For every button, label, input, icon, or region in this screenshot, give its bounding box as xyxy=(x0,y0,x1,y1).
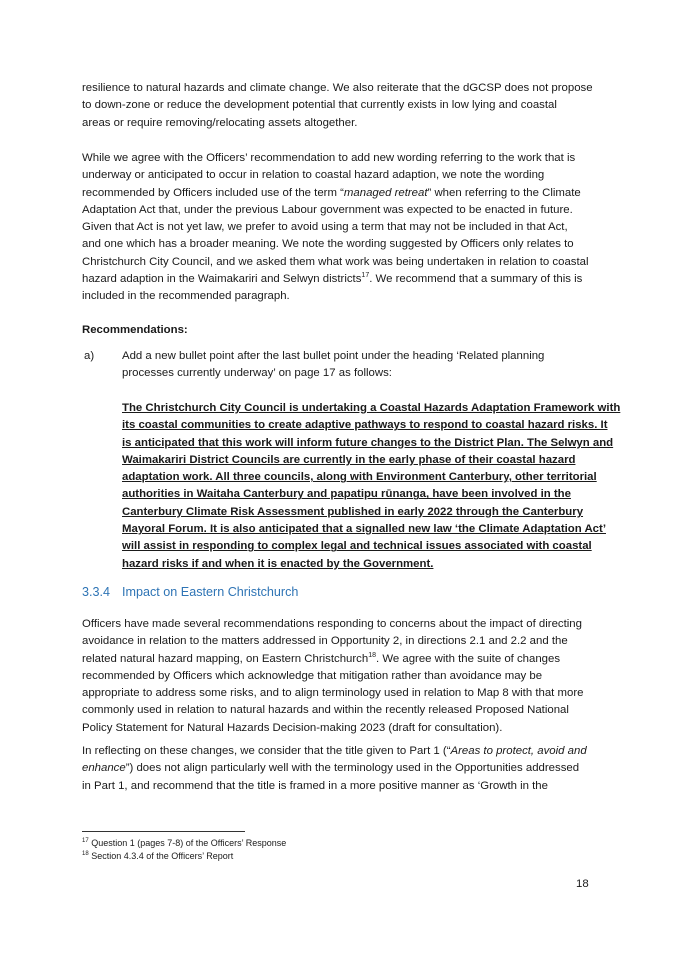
text-line: The Christchurch City Council is undertaking a Coastal Hazards Adaptation Framework with xyxy=(122,402,621,414)
text-line: Christchurch City Council, and we asked them what work was being undertaken in relation to coastal xyxy=(82,255,589,268)
footnote-separator xyxy=(82,831,245,832)
text-line: Mayoral Forum. It is also anticipated that a signalled new law ‘the Climate Adaptation Act’ xyxy=(122,523,606,536)
text-line: is anticipated that this work will inform future changes to the District Plan. The Selwyn and xyxy=(122,436,614,449)
paragraph-officers-recommendation xyxy=(82,150,598,306)
text-line: and one which has a broader meaning. We note the wording suggested by Officers only relates to xyxy=(82,238,574,251)
text-line: Policy Statement for Natural Hazards Decision-making 2023 (draft for consultation). xyxy=(82,721,503,734)
text-line: recommended by Officers included use of the term “managed retreat” when referring to the Climate xyxy=(82,186,581,199)
text-line: Adaptation Act that, under the previous Labour government was expected to be enacted in future. xyxy=(82,203,573,216)
text-line: Waimakariri District Councils are currently in the early phase of their coastal hazard xyxy=(122,453,576,466)
text-line: will assist in responding to complex legal and technical issues associated with coastal xyxy=(122,540,592,553)
text-line: in Part 1, and recommend that the title is framed in a more positive manner as ‘Growth in the xyxy=(82,779,548,792)
footnote-ref-18[interactable]: 18 xyxy=(368,651,376,659)
text-line: adaptation work. All three councils, along with Environment Canterbury, other territorial xyxy=(122,471,597,484)
text-line: areas or require removing/relocating assets altogether. xyxy=(82,116,358,129)
paragraph-eastern-christchurch xyxy=(82,616,598,737)
text-line: hazard risks if and when it is enacted by the Government. xyxy=(122,557,434,570)
text-line: included in the recommended paragraph. xyxy=(82,290,290,303)
paragraph-resilience xyxy=(82,80,598,132)
text-line: enhance”) does not align particularly well with the terminology used in the Opportunities addressed xyxy=(82,762,580,775)
text-line: its coastal communities to create adaptive pathways to respond to coastal hazard risks. It xyxy=(122,419,608,432)
text-line: In reflecting on these changes, we consider that the title given to Part 1 (“Areas to protect, avoid and xyxy=(82,745,587,757)
recommendation-item xyxy=(122,348,602,383)
section-number: 3.3.4 xyxy=(82,585,111,599)
text-line: underway or anticipated to occur in relation to coastal hazard adaption, we note the wording xyxy=(82,169,545,182)
footnote-18: $^{18}$ Section 4.3.4 of the Officers’ Report xyxy=(82,851,234,861)
section-heading xyxy=(82,584,298,601)
text-line: commonly used in relation to natural hazards and within the recently released Proposed National xyxy=(82,704,569,717)
footnote-ref-17[interactable]: 17 xyxy=(361,272,370,280)
text-line: hazard adaption in the Waimakariri and Selwyn districts$^{17}$. We recommend that a summary of this is xyxy=(82,272,583,286)
text-line: to down-zone or reduce the development potential that currently exists in low lying and coastal xyxy=(82,99,557,112)
text-line: Officers have made several recommendations responding to concerns about the impact of directing xyxy=(82,618,582,630)
text-line: recommended by Officers which acknowledge that mitigation rather than avoidance may be xyxy=(82,669,543,682)
text-line: authorities in Waitaha Canterbury and papatipu rūnanga, have been involved in the xyxy=(122,488,571,501)
paragraph-part1-title xyxy=(82,743,598,795)
footnote-17: $^{17}$ Question 1 (pages 7-8) of the Officers’ Response xyxy=(82,838,287,848)
text-line: Given that Act is not yet law, we prefer to avoid using a term that may not be included in that Act, xyxy=(82,221,568,234)
recommendations-heading: Recommendations: xyxy=(82,324,188,336)
proposed-amendment-text xyxy=(122,400,621,573)
text-line: related natural hazard mapping, on Eastern Christchurch$^{18}$. We agree with the suite of changes xyxy=(82,651,561,665)
text-line: While we agree with the Officers’ recommendation to add new wording referring to the work that is xyxy=(82,152,576,164)
text-line: processes currently underway’ on page 17 as follows: xyxy=(122,367,392,380)
text-line: resilience to natural hazards and climate change. We also reiterate that the dGCSP does not propose xyxy=(82,82,593,94)
text-line: avoidance in relation to the matters addressed in Opportunity 2, in directions 2.1 and 2.2 and the xyxy=(82,635,568,648)
section-title: Impact on Eastern Christchurch xyxy=(122,585,299,599)
text-line: Canterbury Climate Risk Assessment published in early 2022 through the Canterbury xyxy=(122,505,584,518)
page-number: 18 xyxy=(576,878,589,890)
text-line: appropriate to address some risks, and to align terminology used in relation to Map 8 with that more xyxy=(82,687,584,700)
italic-term: managed retreat xyxy=(343,186,428,199)
list-marker: a) xyxy=(84,350,95,362)
text-line: Add a new bullet point after the last bullet point under the heading ‘Related planning xyxy=(122,350,545,362)
